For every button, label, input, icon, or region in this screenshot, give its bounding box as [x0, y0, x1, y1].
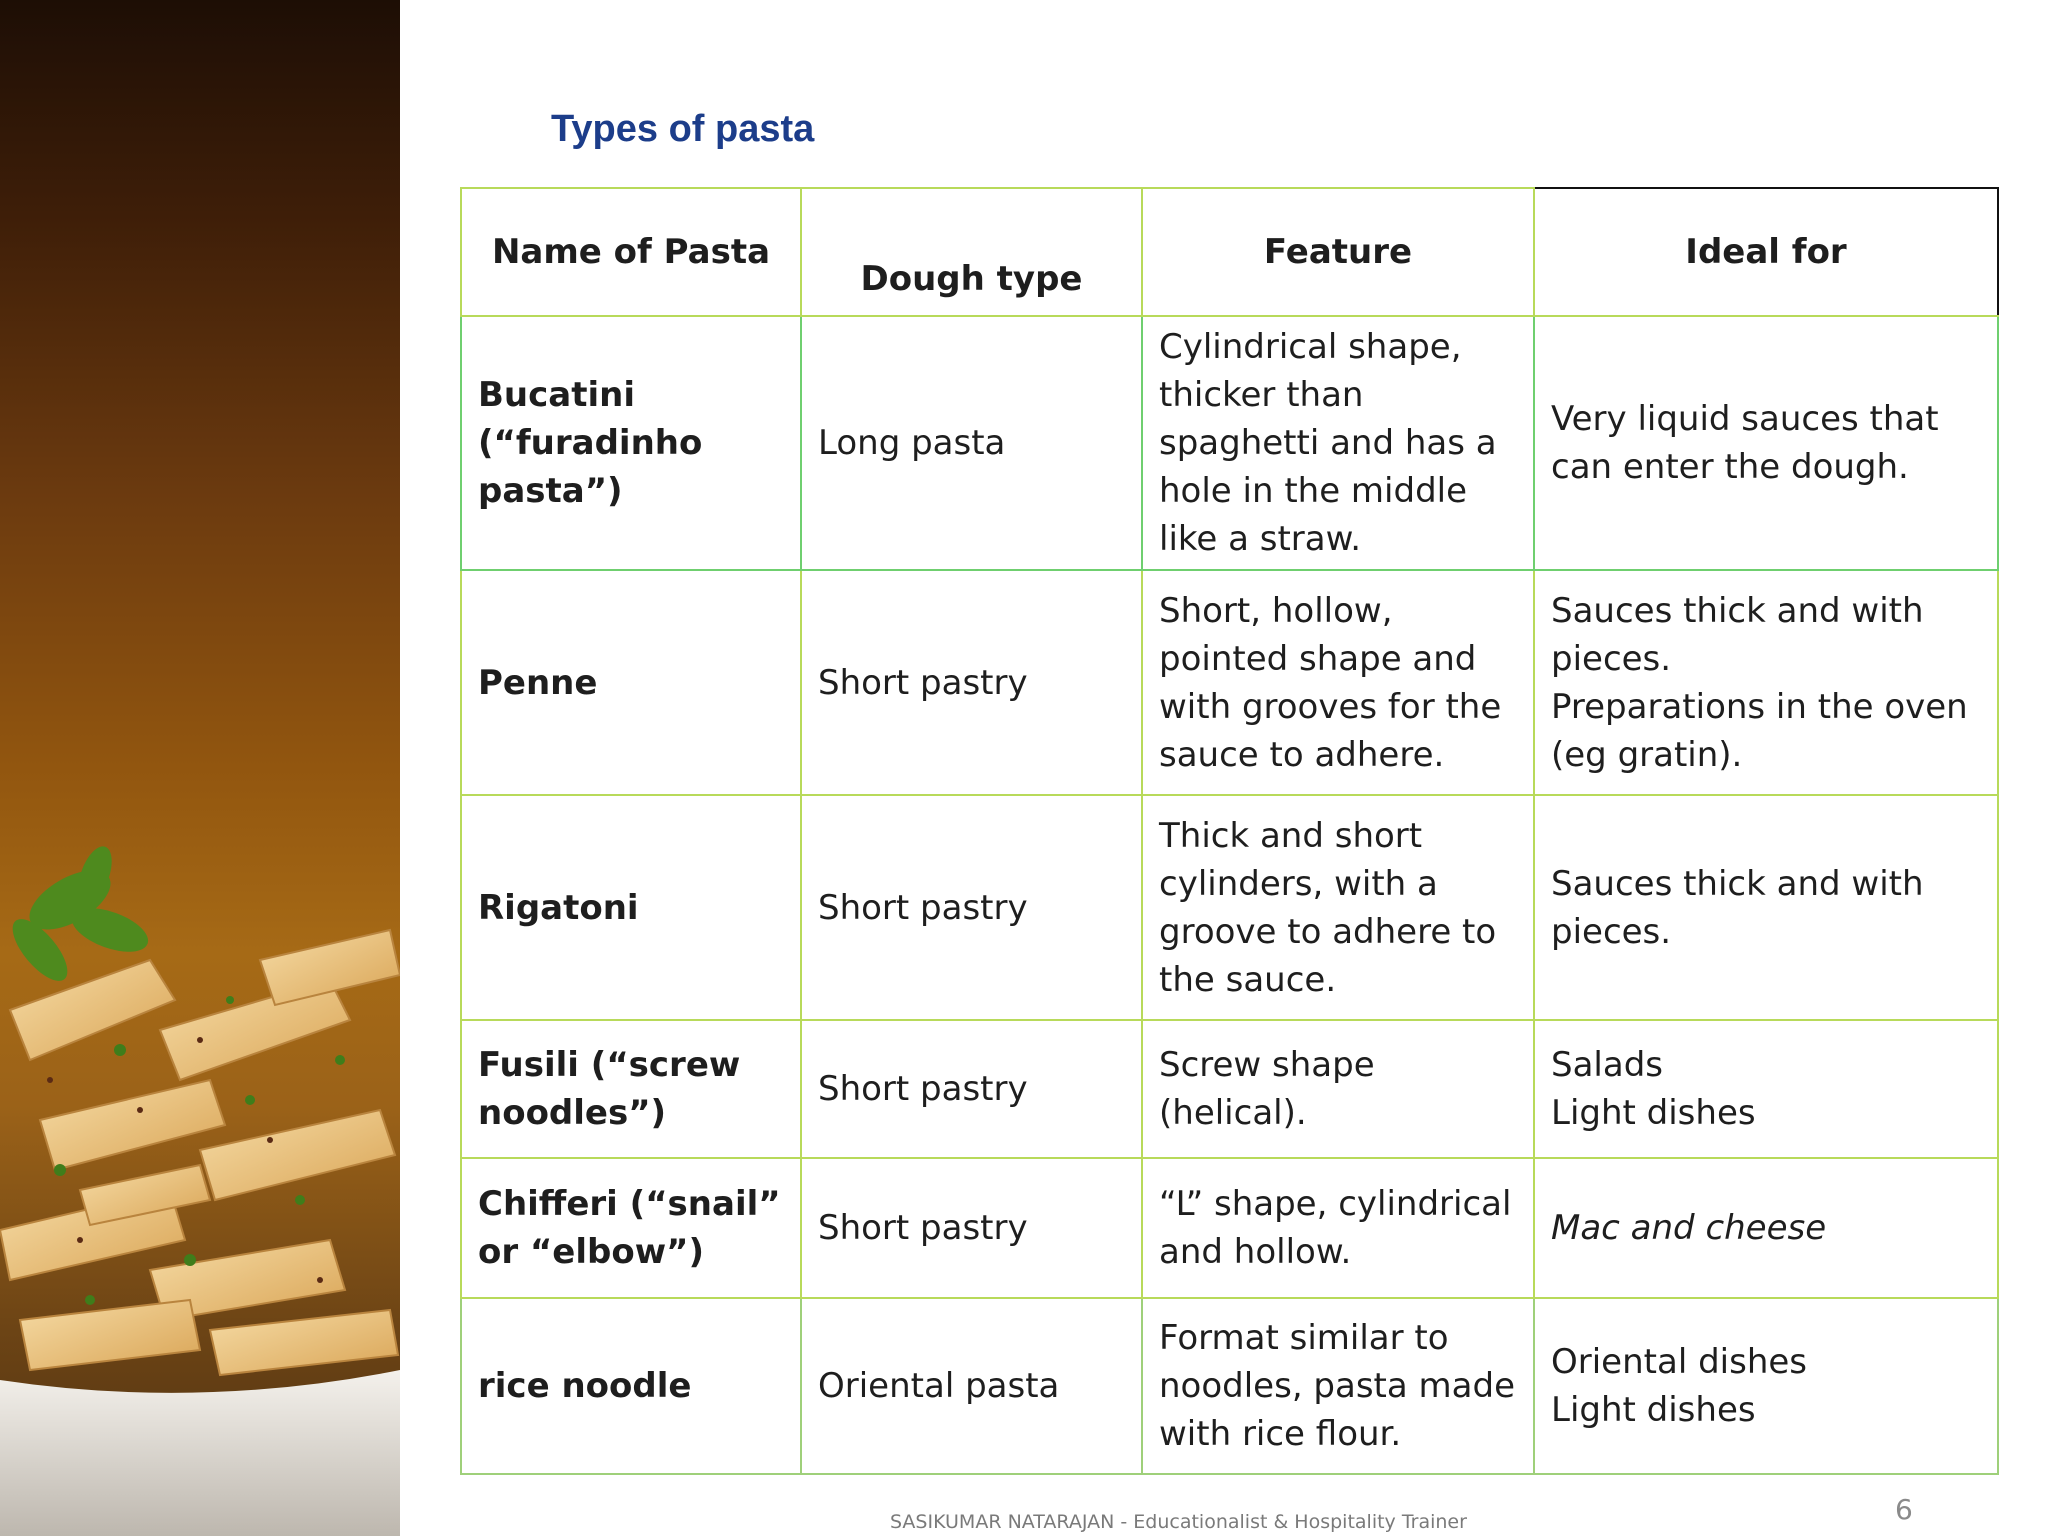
slide-title: Types of pasta	[551, 108, 815, 150]
header-name: Name of Pasta	[461, 188, 801, 316]
ideal-for	[1534, 1298, 1998, 1474]
ideal-for-line: Salads	[1551, 1045, 1663, 1085]
table-header-row	[461, 188, 1998, 316]
table-row	[461, 570, 1998, 795]
pasta-photo	[0, 0, 400, 1536]
feature: Format similar to noodles, pasta made with rice flour.	[1142, 1298, 1534, 1474]
table-row	[461, 316, 1998, 570]
feature: Screw shape (helical).	[1142, 1020, 1534, 1158]
penne-dish-illustration	[0, 0, 400, 1536]
ideal-for-line: Mac and cheese	[1551, 1208, 1827, 1248]
feature: “L” shape, cylindrical and hollow.	[1142, 1158, 1534, 1298]
ideal-for-line: Very liquid sauces that can enter the dough.	[1551, 399, 1939, 487]
ideal-for	[1534, 795, 1998, 1020]
ideal-for-line: Preparations in the oven (eg gratin).	[1551, 686, 1968, 775]
pasta-name: Rigatoni	[461, 795, 801, 1020]
dough-type: Short pastry	[801, 795, 1142, 1020]
ideal-for-line: Light dishes	[1551, 1093, 1756, 1133]
dough-type: Short pastry	[801, 1158, 1142, 1298]
pasta-name: Bucatini (“furadinho pasta”)	[461, 316, 801, 570]
ideal-for-line: Oriental dishes	[1551, 1342, 1807, 1382]
dough-type: Oriental pasta	[801, 1298, 1142, 1474]
dough-type: Long pasta	[801, 316, 1142, 570]
ideal-for-line: Sauces thick and with pieces.	[1551, 590, 1924, 679]
feature: Thick and short cylinders, with a groove to adhere to the sauce.	[1142, 795, 1534, 1020]
table-row	[461, 1020, 1998, 1158]
page-number: 6	[1895, 1493, 1913, 1526]
header-feature: Feature	[1142, 188, 1534, 316]
header-ideal-for: Ideal for	[1534, 188, 1998, 316]
pasta-name: Chifferi (“snail” or “elbow”)	[461, 1158, 801, 1298]
feature: Cylindrical shape, thicker than spaghetti and has a hole in the middle like a straw.	[1142, 316, 1534, 570]
ideal-for	[1534, 1020, 1998, 1158]
ideal-for	[1534, 1158, 1998, 1298]
pasta-name: Fusili (“screw noodles”)	[461, 1020, 801, 1158]
table-row	[461, 1298, 1998, 1474]
pasta-name: rice noodle	[461, 1298, 801, 1474]
ideal-for	[1534, 316, 1998, 570]
pasta-types-table	[460, 187, 1999, 1475]
ideal-for	[1534, 570, 1998, 795]
ideal-for-line: Light dishes	[1551, 1390, 1756, 1430]
table-row	[461, 795, 1998, 1020]
dough-type: Short pastry	[801, 570, 1142, 795]
header-dough-type: Dough type	[801, 188, 1142, 316]
pasta-name: Penne	[461, 570, 801, 795]
ideal-for-line: Sauces thick and with pieces.	[1551, 863, 1924, 952]
footer-credit: SASIKUMAR NATARAJAN - Educationalist & Hospitality Trainer	[890, 1511, 1467, 1533]
table-row	[461, 1158, 1998, 1298]
dough-type: Short pastry	[801, 1020, 1142, 1158]
feature: Short, hollow, pointed shape and with grooves for the sauce to adhere.	[1142, 570, 1534, 795]
